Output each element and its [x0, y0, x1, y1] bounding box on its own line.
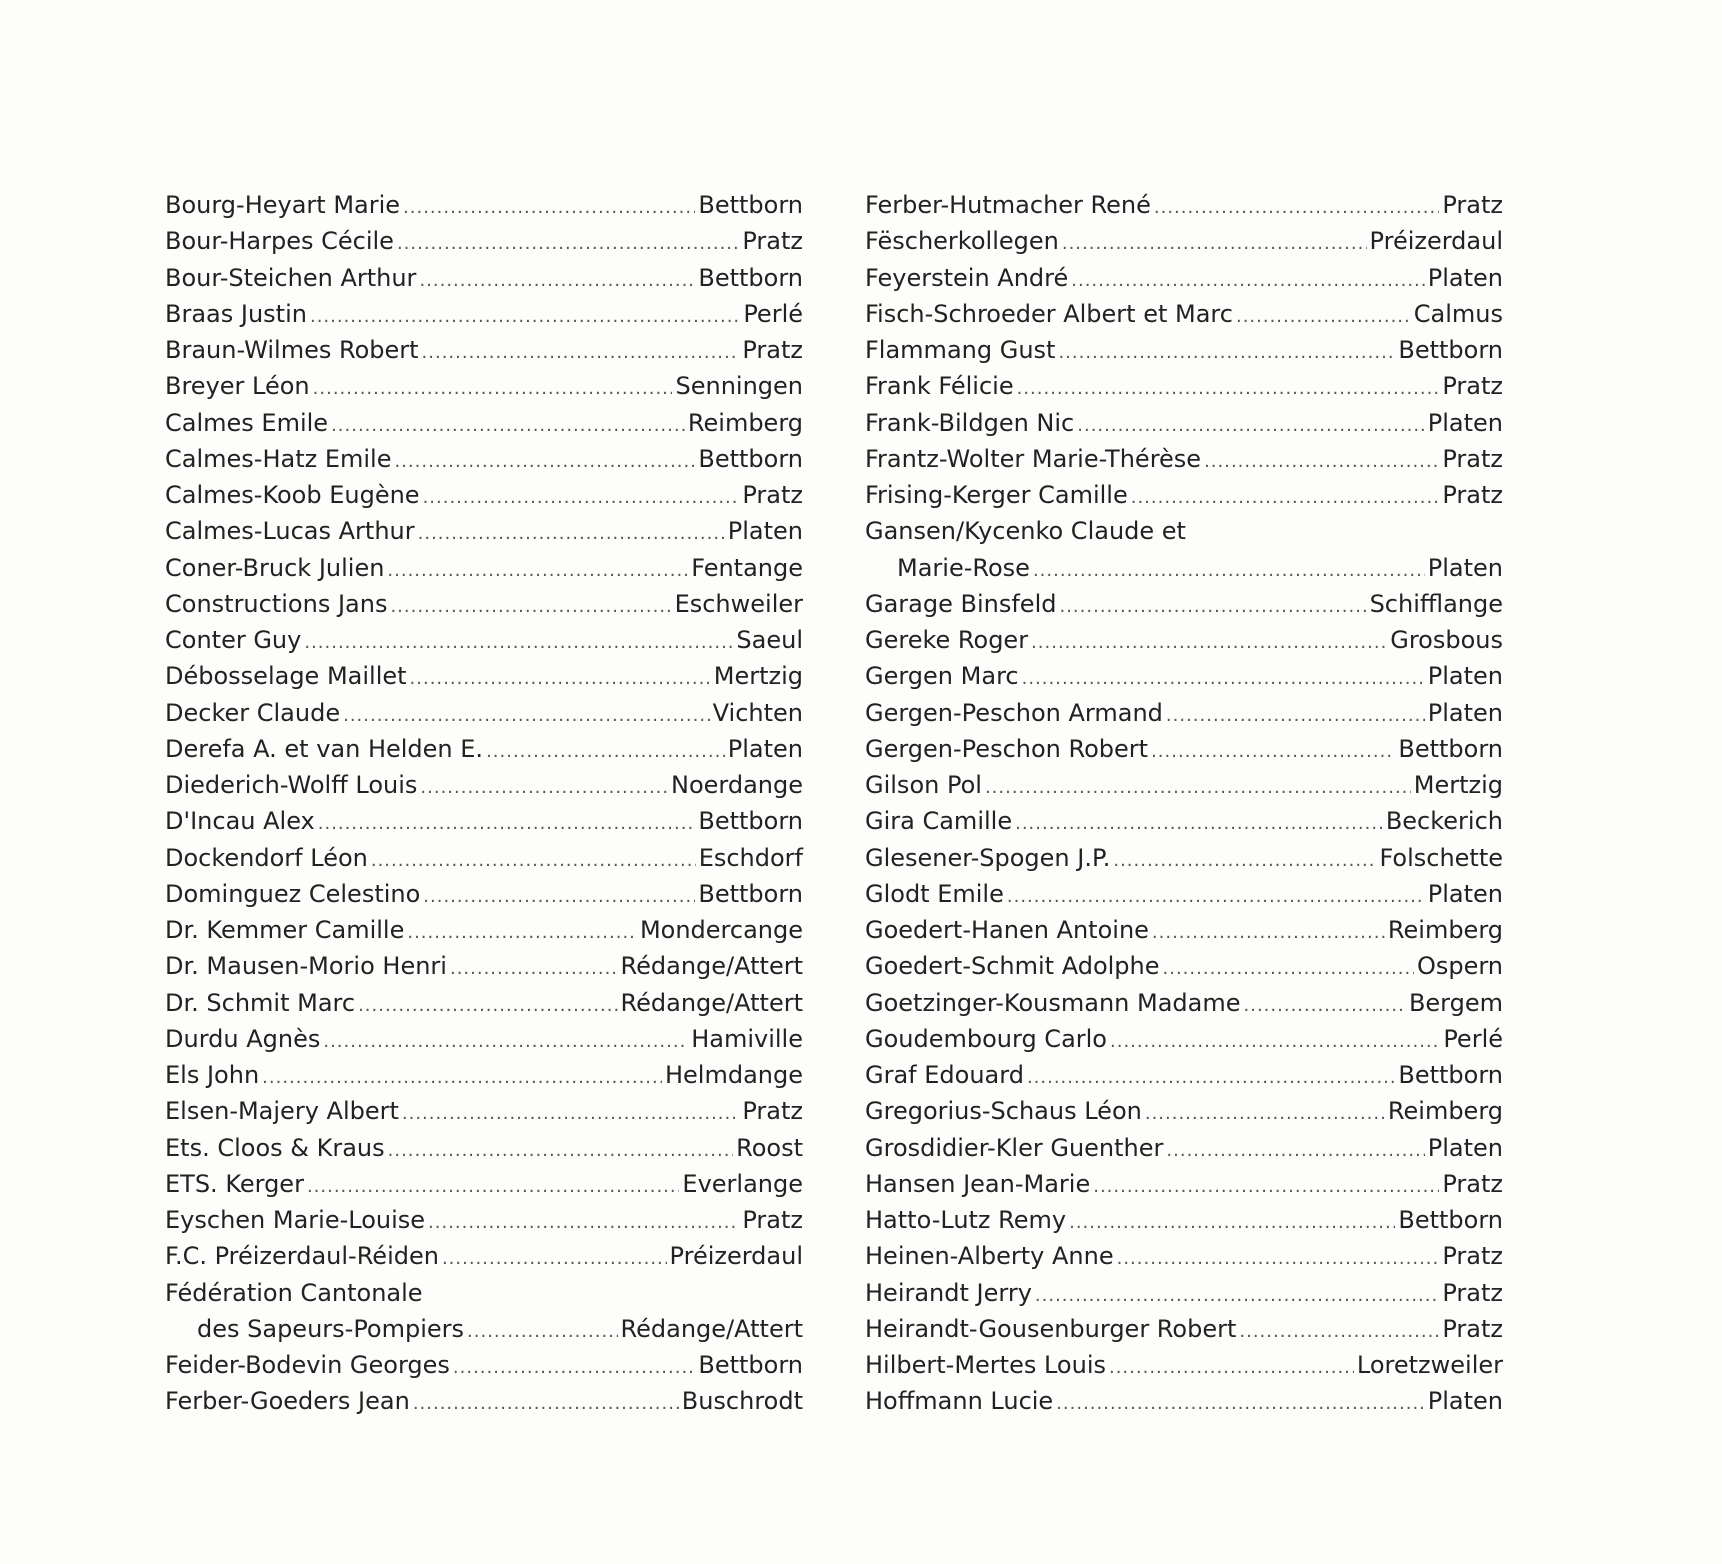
list-item [165, 260, 803, 296]
list-item [865, 948, 1503, 984]
entry-place: Calmus [1413, 299, 1503, 328]
entry-name: Calmes Emile [165, 408, 329, 437]
list-item [165, 477, 803, 513]
entry-place: Pratz [742, 481, 803, 509]
entry-place: Pratz [742, 336, 803, 364]
entry-place: Hamiville [691, 1024, 803, 1053]
list-item [165, 803, 803, 839]
list-item [165, 840, 803, 876]
entry-place: Mertzig [1413, 771, 1503, 799]
dot-leader [1236, 299, 1411, 335]
entry-place: Grosbous [1390, 626, 1503, 654]
dot-leader [450, 951, 618, 987]
entry-name: Ferber-Hutmacher René [865, 191, 1151, 219]
entry-name: Hilbert-Mertes Louis [865, 1351, 1106, 1379]
entry-place: Bettborn [1398, 1061, 1503, 1089]
entry-place: Platen [1427, 662, 1503, 691]
dot-leader [394, 444, 695, 480]
dot-leader [410, 661, 711, 697]
dot-leader [1031, 625, 1387, 661]
entry-place: Saeul [736, 626, 803, 654]
list-item [865, 1383, 1503, 1419]
entry-name: Heinen-Alberty Anne [865, 1242, 1114, 1271]
entry-name: Fëscherkollegen [865, 227, 1059, 256]
entry-place: Folschette [1379, 843, 1503, 872]
entry-name: Braas Justin [165, 299, 307, 328]
list-item [165, 1347, 803, 1383]
dot-leader [420, 770, 668, 806]
entry-place: Platen [1427, 408, 1503, 437]
dot-leader [985, 770, 1411, 806]
dot-leader [307, 1169, 679, 1205]
list-item [165, 1383, 803, 1419]
list-item [865, 260, 1503, 296]
right-column [865, 187, 1503, 1420]
entry-place: Rédange/Attert [620, 988, 803, 1017]
list-item [865, 695, 1503, 731]
dot-leader [1027, 1060, 1395, 1096]
entry-place: Bettborn [1398, 1206, 1503, 1234]
list-item [865, 368, 1503, 404]
entry-place: Pratz [1442, 1314, 1503, 1343]
list-item [865, 550, 1503, 586]
dot-leader [387, 553, 688, 589]
entry-name: Gilson Pol [865, 771, 982, 799]
dot-leader [1093, 1169, 1439, 1205]
entry-place: Bettborn [1398, 734, 1503, 763]
list-item [165, 368, 803, 404]
entry-name: Goetzinger-Kousmann Madame [865, 988, 1241, 1017]
entry-name: Gereke Roger [865, 626, 1029, 654]
dot-leader [428, 1205, 739, 1241]
entry-name: Constructions Jans [165, 589, 388, 618]
entry-place: Mondercange [639, 916, 803, 944]
entry-place: Beckerich [1385, 807, 1503, 836]
entry-place: Mertzig [713, 662, 803, 691]
entry-place: Platen [727, 517, 803, 546]
dot-leader [1069, 1205, 1395, 1241]
entry-name: Hatto-Lutz Remy [865, 1206, 1067, 1234]
dot-leader [1062, 226, 1367, 262]
entry-name: Feyerstein André [865, 263, 1069, 292]
list-item [165, 912, 803, 948]
dot-leader [1033, 553, 1425, 589]
entry-place: Pratz [742, 1097, 803, 1126]
entry-name: Flammang Gust [865, 336, 1056, 364]
entry-name: Eyschen Marie-Louise [165, 1206, 426, 1234]
entry-name: Gergen-Peschon Armand [865, 698, 1163, 727]
dot-leader [1166, 1133, 1424, 1169]
list-item [165, 876, 803, 912]
left-column [165, 187, 803, 1420]
entry-place: Eschweiler [674, 589, 803, 618]
list-item [165, 622, 803, 658]
list-item [165, 985, 803, 1021]
entry-name: Dr. Kemmer Camille [165, 916, 405, 944]
dot-leader [262, 1060, 662, 1096]
dot-leader [1059, 589, 1366, 625]
entry-name: Goudembourg Carlo [865, 1024, 1107, 1053]
entry-place: Rédange/Attert [620, 952, 803, 981]
entry-name: Breyer Léon [165, 372, 310, 401]
dot-leader [1077, 408, 1425, 444]
entry-place: Reimberg [1387, 916, 1503, 944]
list-item [865, 332, 1503, 368]
entry-name: Marie-Rose [897, 553, 1030, 582]
dot-leader [1244, 988, 1406, 1024]
dot-leader [1058, 335, 1395, 371]
entry-place: Platen [1427, 1387, 1503, 1416]
entry-place: Buschrodt [681, 1387, 803, 1416]
dot-leader [390, 589, 671, 625]
dot-leader [1154, 190, 1439, 226]
entry-name: Calmes-Hatz Emile [165, 444, 392, 473]
entry-place: Perlé [743, 299, 803, 328]
entry-place: Helmdange [664, 1061, 803, 1089]
list-item [865, 1057, 1503, 1093]
list-item [165, 513, 803, 549]
entry-name: Garage Binsfeld [865, 589, 1057, 618]
dot-leader [310, 299, 740, 335]
entry-name: Diederich-Wolff Louis [165, 771, 418, 799]
list-item [865, 1021, 1503, 1057]
entry-name: Heirandt Jerry [865, 1278, 1032, 1307]
entry-place: Platen [727, 734, 803, 763]
entry-name: Calmes-Lucas Arthur [165, 517, 415, 546]
entry-name: Frantz-Wolter Marie-Thérèse [865, 444, 1202, 473]
entry-name: Graf Edouard [865, 1061, 1024, 1089]
dot-leader [1007, 879, 1425, 915]
dot-leader [1117, 1241, 1440, 1277]
entry-name: Bour-Harpes Cécile [165, 227, 394, 256]
dot-leader [397, 226, 739, 262]
entry-place: Vichten [712, 698, 803, 727]
dot-leader [331, 408, 685, 444]
list-item [165, 223, 803, 259]
entry-name: Dr. Mausen-Morio Henri [165, 952, 447, 981]
entry-name: Frank Félicie [865, 372, 1014, 401]
dot-leader [423, 480, 740, 516]
list-item [165, 1166, 803, 1202]
dot-leader [388, 1133, 733, 1169]
entry-name: Decker Claude [165, 698, 341, 727]
list-item [165, 1238, 803, 1274]
entry-name: Calmes-Koob Eugène [165, 481, 420, 509]
entry-name: Braun-Wilmes Robert [165, 336, 419, 364]
entry-name: Débosselage Maillet [165, 662, 407, 691]
dot-leader [358, 988, 617, 1024]
entry-name: Grosdidier-Kler Guenther [865, 1133, 1164, 1162]
entry-name: Gergen Marc [865, 662, 1019, 691]
dot-leader [453, 1350, 695, 1386]
dot-leader [318, 806, 696, 842]
list-item [165, 296, 803, 332]
dot-leader [423, 879, 695, 915]
entry-place: Pratz [1442, 372, 1503, 401]
list-item [865, 731, 1503, 767]
entry-place: Bettborn [1398, 336, 1503, 364]
entry-place: Pratz [1442, 444, 1503, 473]
list-item [165, 550, 803, 586]
entry-place: Préizerdaul [669, 1242, 803, 1271]
entry-place: Bettborn [698, 807, 803, 836]
entry-name: ETS. Kerger [165, 1169, 304, 1198]
entry-place: Pratz [1442, 1278, 1503, 1307]
entry-place: Pratz [1442, 481, 1503, 509]
entry-place: Bettborn [698, 1351, 803, 1379]
list-item [865, 477, 1503, 513]
list-item [865, 840, 1503, 876]
list-item [865, 1238, 1503, 1274]
list-item [865, 187, 1503, 223]
list-item [165, 695, 803, 731]
entry-name: Dr. Schmit Marc [165, 988, 356, 1017]
dot-leader [1015, 806, 1383, 842]
entry-place: Bettborn [698, 191, 803, 219]
list-item [165, 658, 803, 694]
entry-name: Dominguez Celestino [165, 879, 421, 908]
entry-place: Eschdorf [698, 843, 803, 872]
list-item [865, 405, 1503, 441]
dot-leader [313, 371, 673, 407]
dot-leader [413, 1386, 679, 1422]
entry-name: Durdu Agnès [165, 1024, 321, 1053]
dot-leader [1239, 1314, 1439, 1350]
entry-place: Préizerdaul [1369, 227, 1503, 256]
dot-leader [1166, 698, 1425, 734]
entry-name: Glodt Emile [865, 879, 1004, 908]
dot-leader [402, 1096, 739, 1132]
list-item [865, 1311, 1503, 1347]
entry-name: Bourg-Heyart Marie [165, 191, 401, 219]
dot-leader [1071, 263, 1425, 299]
entry-name: Glesener-Spogen J.P. [865, 843, 1111, 872]
list-item [865, 1347, 1503, 1383]
entry-name: Goedert-Hanen Antoine [865, 916, 1149, 944]
dot-leader [1022, 661, 1425, 697]
entry-name: Gansen/Kycenko Claude et [865, 517, 1186, 546]
dot-leader [467, 1314, 617, 1350]
list-item [865, 1202, 1503, 1238]
entry-place: Fentange [691, 553, 803, 582]
list-item [865, 1275, 1503, 1311]
entry-place: Roost [736, 1133, 803, 1162]
entry-name: Ferber-Goeders Jean [165, 1387, 410, 1416]
dot-leader [403, 190, 695, 226]
list-item [165, 1275, 803, 1311]
dot-leader [1145, 1096, 1385, 1132]
list-item [165, 187, 803, 223]
dot-leader [419, 263, 695, 299]
dot-leader [1110, 1024, 1440, 1060]
entry-name: Feider-Bodevin Georges [165, 1351, 450, 1379]
entry-name: Elsen-Majery Albert [165, 1097, 399, 1126]
entry-place: Everlange [682, 1169, 803, 1198]
entry-name: F.C. Préizerdaul-Réiden [165, 1242, 439, 1271]
list-item [865, 1166, 1503, 1202]
dot-leader [1152, 915, 1385, 951]
entry-place: Loretzweiler [1356, 1351, 1503, 1379]
entry-name: Ets. Cloos & Kraus [165, 1133, 385, 1162]
list-item [865, 912, 1503, 948]
dot-leader [1204, 444, 1439, 480]
entry-name: Dockendorf Léon [165, 843, 368, 872]
list-item [165, 1093, 803, 1129]
entry-place: Noerdange [671, 771, 803, 799]
entry-name: Fisch-Schroeder Albert et Marc [865, 299, 1233, 328]
dot-leader [1035, 1278, 1439, 1314]
list-item [165, 731, 803, 767]
list-item [865, 513, 1503, 549]
entry-place: Pratz [1442, 191, 1503, 219]
entry-name: Frising-Kerger Camille [865, 481, 1128, 509]
entry-name: Gregorius-Schaus Léon [865, 1097, 1142, 1126]
list-item [865, 1093, 1503, 1129]
entry-place: Platen [1427, 1133, 1503, 1162]
list-item [865, 441, 1503, 477]
list-item [865, 985, 1503, 1021]
dot-leader [442, 1241, 667, 1277]
dot-leader [343, 698, 710, 734]
entry-name: Coner-Bruck Julien [165, 553, 385, 582]
list-item [865, 876, 1503, 912]
dot-leader [486, 734, 725, 770]
list-item [165, 1130, 803, 1166]
list-item [165, 1057, 803, 1093]
entry-place: Platen [1427, 263, 1503, 292]
dot-leader [1017, 371, 1440, 407]
dot-leader [418, 516, 725, 552]
list-item [865, 1130, 1503, 1166]
entry-place: Bettborn [698, 263, 803, 292]
dot-leader [1131, 480, 1440, 516]
entry-name: Derefa A. et van Helden E. [165, 734, 484, 763]
dot-leader [1163, 951, 1414, 987]
list-item [865, 223, 1503, 259]
entry-name: Bour-Steichen Arthur [165, 263, 417, 292]
dot-leader [1151, 734, 1395, 770]
dot-leader [371, 843, 696, 879]
dot-leader [422, 335, 740, 371]
entry-name: Gira Camille [865, 807, 1013, 836]
entry-place: Platen [1427, 879, 1503, 908]
entry-place: Rédange/Attert [620, 1314, 803, 1343]
dot-leader [1113, 843, 1376, 879]
entry-place: Bettborn [698, 879, 803, 908]
entry-name: Fédération Cantonale [165, 1278, 423, 1307]
entry-place: Senningen [675, 372, 803, 401]
entry-name: des Sapeurs-Pompiers [197, 1314, 465, 1343]
dot-leader [1109, 1350, 1354, 1386]
entry-place: Pratz [742, 227, 803, 256]
list-item [165, 441, 803, 477]
list-item [865, 767, 1503, 803]
entry-name: Heirandt-Gousenburger Robert [865, 1314, 1237, 1343]
entry-place: Pratz [1442, 1242, 1503, 1271]
entry-place: Bettborn [698, 444, 803, 473]
entry-place: Ospern [1416, 952, 1503, 981]
entry-place: Reimberg [1387, 1097, 1503, 1126]
list-item [165, 767, 803, 803]
entry-place: Reimberg [687, 408, 803, 437]
list-item [865, 658, 1503, 694]
dot-leader [304, 625, 733, 661]
list-item [165, 1202, 803, 1238]
entry-name: Gergen-Peschon Robert [865, 734, 1149, 763]
entry-place: Perlé [1443, 1024, 1503, 1053]
list-item [165, 405, 803, 441]
entry-place: Schifflange [1369, 589, 1503, 618]
entry-place: Bergem [1408, 988, 1503, 1017]
entry-name: Goedert-Schmit Adolphe [865, 952, 1160, 981]
dot-leader [1056, 1386, 1425, 1422]
list-item [165, 948, 803, 984]
list-item [865, 586, 1503, 622]
entry-place: Pratz [742, 1206, 803, 1234]
list-item [165, 586, 803, 622]
list-item [865, 296, 1503, 332]
entry-name: Els John [165, 1061, 260, 1089]
dot-leader [407, 915, 637, 951]
list-item [165, 1021, 803, 1057]
entry-name: Frank-Bildgen Nic [865, 408, 1075, 437]
entry-place: Pratz [1442, 1169, 1503, 1198]
list-item [165, 332, 803, 368]
dot-leader [323, 1024, 688, 1060]
entry-place: Platen [1427, 553, 1503, 582]
entry-name: Conter Guy [165, 626, 302, 654]
list-item [865, 622, 1503, 658]
list-item [165, 1311, 803, 1347]
entry-place: Platen [1427, 698, 1503, 727]
entry-name: Hansen Jean-Marie [865, 1169, 1091, 1198]
entry-name: D'Incau Alex [165, 807, 315, 836]
entry-name: Hoffmann Lucie [865, 1387, 1054, 1416]
list-item [865, 803, 1503, 839]
